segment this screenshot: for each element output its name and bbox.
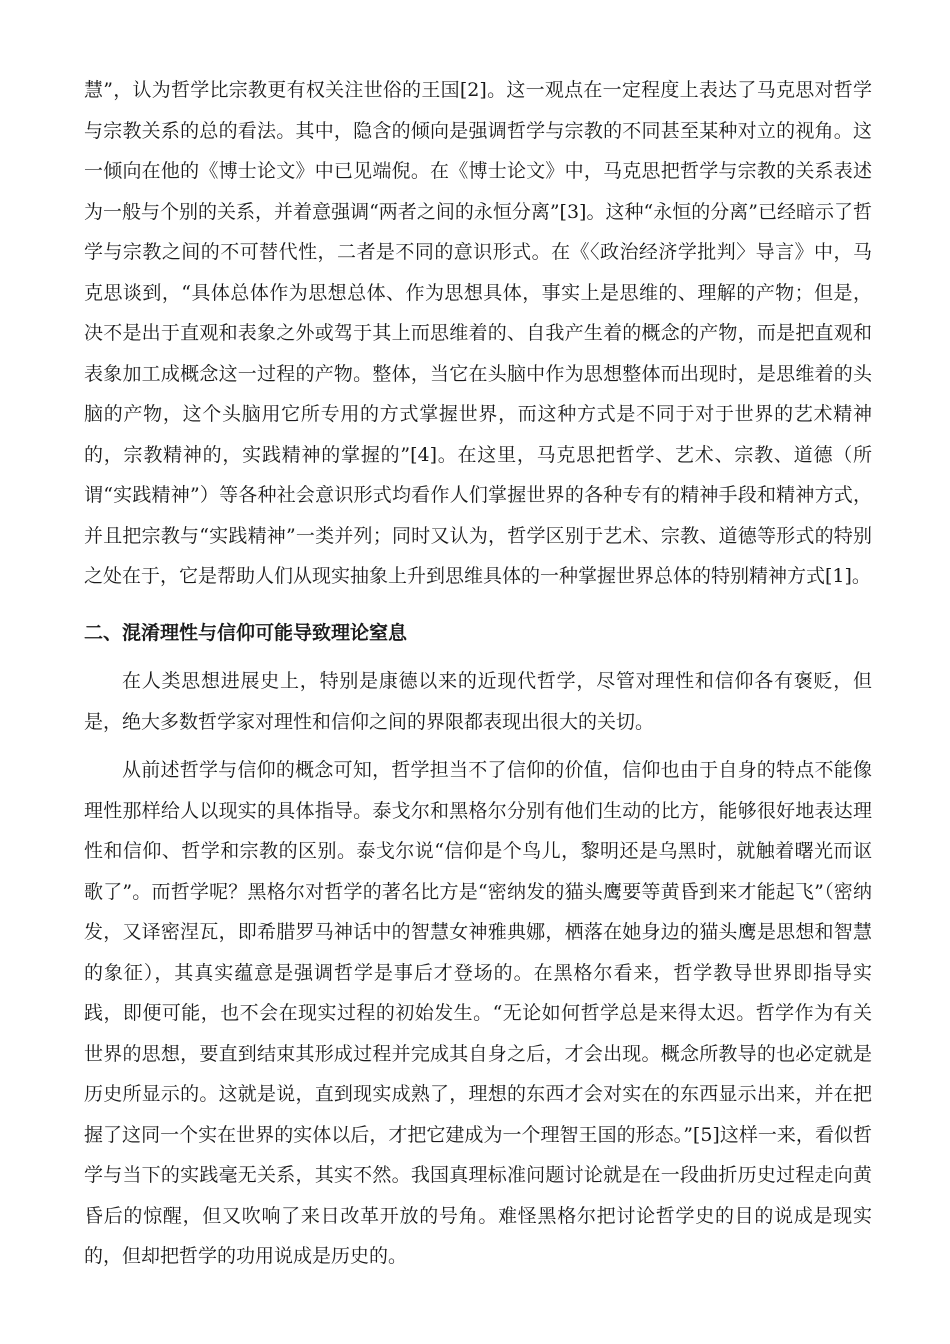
article-body	[84, 70, 872, 1277]
body-paragraph-3: 从前述哲学与信仰的概念可知，哲学担当不了信仰的价值，信仰也由于自身的特点不能像理性那样给人以现实的具体指导。泰戈尔和黑格尔分别有他们生动的比方，能够很好地表达理性和信仰、哲学和宗教的区别。泰戈尔说“信仰是个鸟儿，黎明还是乌黑时，就触着曙光而讴歌了”。而哲学呢？黑格尔对哲学的著名比方是“密纳发的猫头鹰要等黄昏到来才能起飞”（密纳发，又译密涅瓦，即希腊罗马神话中的智慧女神雅典娜，栖落在她身边的猫头鹰是思想和智慧的象征），其真实蕴意是强调哲学是事后才登场的。在黑格尔看来，哲学教导世界即指导实践，即便可能，也不会在现实过程的初始发生。“无论如何哲学总是来得太迟。哲学作为有关世界的思想，要直到结束其形成过程并完成其自身之后，才会出现。概念所教导的也必定就是历史所显示的。这就是说，直到现实成熟了，理想的东西才会对实在的东西显示出来，并在把握了这同一个实在世界的实体以后，才把它建成为一个理智王国的形态。”[5]这样一来，看似哲学与当下的实践毫无关系，其实不然。我国真理标准问题讨论就是在一段曲折历史过程走向黄昏后的惊醒，但又吹响了来日改革开放的号角。难怪黑格尔把讨论哲学史的目的说成是现实的，但却把哲学的功用说成是历史的。	[84, 759, 872, 1267]
body-paragraph-2: 在人类思想进展史上，特别是康德以来的近现代哲学，尽管对理性和信仰各有褒贬，但是，绝大多数哲学家对理性和信仰之间的界限都表现出很大的关切。	[84, 670, 872, 733]
body-paragraph-1: 慧”，认为哲学比宗教更有权关注世俗的王国[2]。这一观点在一定程度上表达了马克思对哲学与宗教关系的总的看法。其中，隐含的倾向是强调哲学与宗教的不同甚至某种对立的视角。这一倾向在他的《博士论文》中已见端倪。在《博士论文》中，马克思把哲学与宗教的关系表述为一般与个别的关系，并着意强调“两者之间的永恒分离”[3]。这种“永恒的分离”已经暗示了哲学与宗教之间的不可替代性，二者是不同的意识形式。在《〈政治经济学批判〉导言》中，马克思谈到，“具体总体作为思想总体、作为思想具体，事实上是思维的、理解的产物；但是，决不是出于直观和表象之外或驾于其上而思维着的、自我产生着的概念的产物，而是把直观和表象加工成概念这一过程的产物。整体，当它在头脑中作为思想整体而出现时，是思维着的头脑的产物，这个头脑用它所专用的方式掌握世界，而这种方式是不同于对于世界的艺术精神的，宗教精神的，实践精神的掌握的”[4]。在这里，马克思把哲学、艺术、宗教、道德（所谓“实践精神”）等各种社会意识形式均看作人们掌握世界的各种专有的精神手段和精神方式，并且把宗教与“实践精神”一类并列；同时又认为，哲学区别于艺术、宗教、道德等形式的特别之处在于，它是帮助人们从现实抽象上升到思维具体的一种掌握世界总体的特别精神方式[1]。	[84, 79, 872, 587]
section-heading: 二、混淆理性与信仰可能导致理论窒息	[84, 621, 408, 644]
